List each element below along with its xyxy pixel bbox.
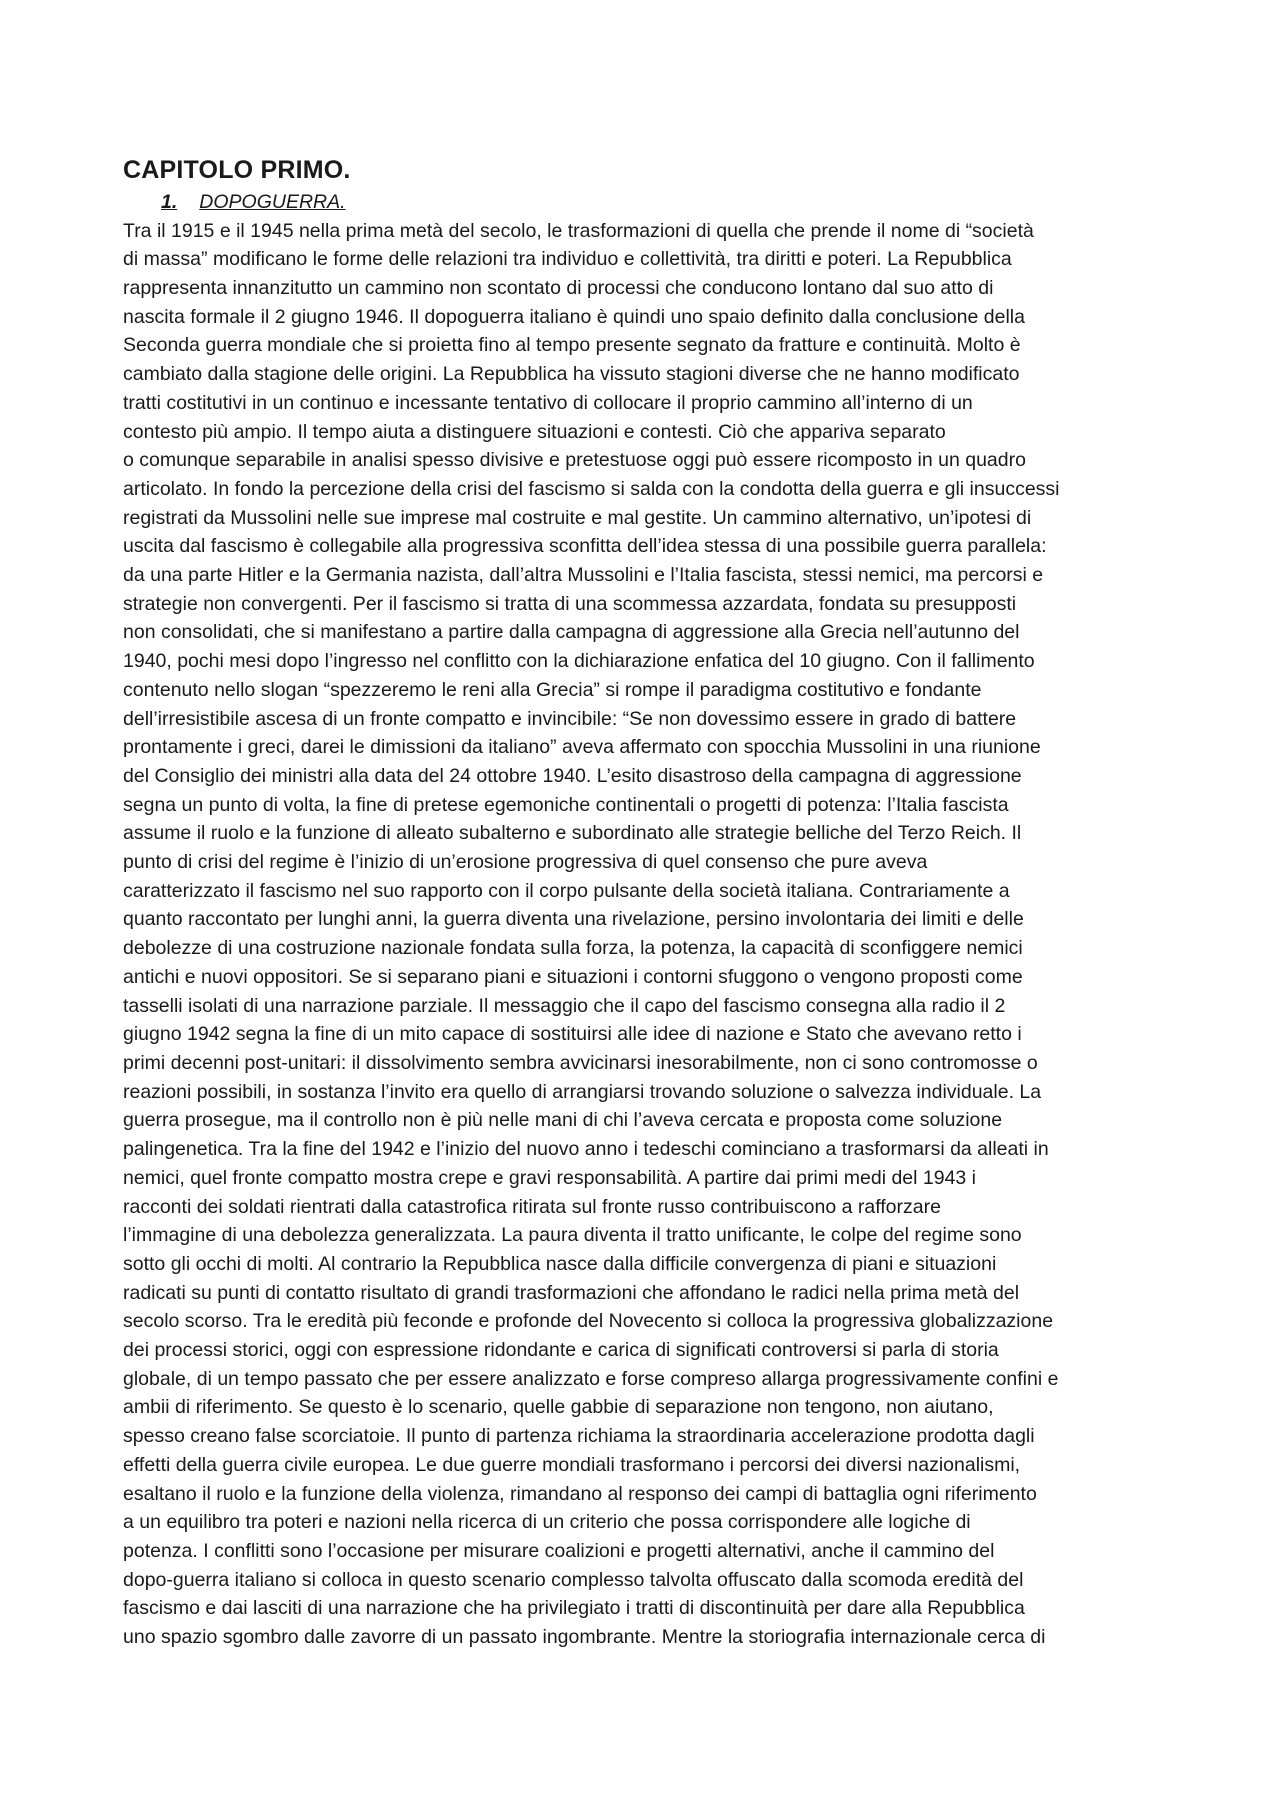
text-line: esaltano il ruolo e la funzione della violenza, rimandano al responso dei campi di battaglia ogni riferimento	[123, 1482, 1037, 1505]
chapter-title: CAPITOLO PRIMO.	[123, 156, 351, 184]
text-line: uno spazio sgombro dalle zavorre di un passato ingombrante. Mentre la storiografia internazionale cerca di	[123, 1626, 1046, 1649]
text-line: nascita formale il 2 giugno 1946. Il dopoguerra italiano è quindi uno spaio definito dalla conclusione della	[123, 305, 1025, 328]
text-line: racconti dei soldati rientrati dalla catastrofica ritirata sul fronte russo contribuiscono a rafforzare	[123, 1195, 941, 1218]
text-line: spesso creano false scorciatoie. Il punto di partenza richiama la straordinaria accelerazione prodotta dagli	[123, 1425, 1035, 1448]
text-line: registrati da Mussolini nelle sue imprese mal costruite e mal gestite. Un cammino alternativo, un’ipotesi di	[123, 506, 1032, 529]
text-line: effetti della guerra civile europea. Le due guerre mondiali trasformano i percorsi dei diversi nazionalismi,	[123, 1453, 1021, 1476]
text-line: sotto gli occhi di molti. Al contrario la Repubblica nasce dalla difficile convergenza di piani e situazioni	[123, 1252, 997, 1275]
body-text	[123, 217, 1163, 1652]
section-number: 1.	[161, 191, 178, 213]
text-line: del Consiglio dei ministri alla data del 24 ottobre 1940. L’esito disastroso della campagna di aggressione	[123, 764, 1022, 787]
text-line: caratterizzato il fascismo nel suo rapporto con il corpo pulsante della società italiana. Contrariamente a	[123, 879, 1010, 902]
text-line: segna un punto di volta, la fine di pretese egemoniche continentali o progetti di potenza: l’Italia fascista	[123, 793, 1009, 816]
text-line: uscita dal fascismo è collegabile alla progressiva sconfitta dell’idea stessa di una possibile guerra parallela:	[123, 535, 1047, 558]
text-line: rappresenta innanzitutto un cammino non scontato di processi che conducono lontano dal suo atto di	[123, 277, 994, 299]
text-line: giugno 1942 segna la fine di un mito capace di sostituirsi alle idee di nazione e Stato che avevano retto i	[123, 1023, 1022, 1046]
text-line: 1940, pochi mesi dopo l’ingresso nel conflitto con la dichiarazione enfatica del 10 giugno. Con il fallimento	[123, 650, 1035, 673]
text-line: o comunque separabile in analisi spesso divisive e pretestuose oggi può essere ricomposto in un quadro	[123, 449, 1026, 472]
text-line: strategie non convergenti. Per il fascismo si tratta di una scommessa azzardata, fondata su presupposti	[123, 592, 1017, 615]
text-line: debolezze di una costruzione nazionale fondata sulla forza, la potenza, la capacità di sconfiggere nemici	[123, 937, 1023, 960]
text-line: dopo-guerra italiano si colloca in questo scenario complesso talvolta offuscato dalla scomoda eredità del	[123, 1568, 1024, 1591]
text-line: da una parte Hitler e la Germania nazista, dall’altra Mussolini e l’Italia fascista, stessi nemici, ma percorsi e	[123, 564, 1044, 587]
section-title: DOPOGUERRA.	[199, 191, 346, 213]
text-line: guerra prosegue, ma il controllo non è più nelle mani di chi l’aveva cercata e proposta come soluzione	[123, 1109, 1003, 1132]
text-line: dei processi storici, oggi con espressione ridondante e carica di significati controversi si parla di storia	[123, 1339, 999, 1362]
text-line: non consolidati, che si manifestano a partire dalla campagna di aggressione alla Grecia nell’autunno del	[123, 621, 1020, 644]
text-line: secolo scorso. Tra le eredità più feconde e profonde del Novecento si colloca la progressiva globalizzazione	[123, 1310, 1054, 1333]
text-line: prontamente i greci, darei le dimissioni da italiano” aveva affermato con spocchia Mussolini in una riunione	[123, 736, 1041, 759]
text-line: l’immagine di una debolezza generalizzata. La paura diventa il tratto unificante, le colpe del regime sono	[123, 1224, 1022, 1247]
text-line: a un equilibro tra poteri e nazioni nella ricerca di un criterio che possa corrispondere alle logiche di	[123, 1511, 971, 1534]
text-line: quanto raccontato per lunghi anni, la guerra diventa una rivelazione, persino involontaria dei limiti e delle	[123, 908, 1024, 931]
text-line: Seconda guerra mondiale che si proietta fino al tempo presente segnato da fratture e continuità. Molto è	[123, 334, 1021, 357]
text-line: antichi e nuovi oppositori. Se si separano piani e situazioni i contorni sfuggono o vengono proposti come	[123, 965, 1023, 988]
text-line: tratti costitutivi in un continuo e incessante tentativo di collocare il proprio cammino all’interno di un	[123, 391, 973, 414]
text-line: assume il ruolo e la funzione di alleato subalterno e subordinato alle strategie belliche del Terzo Reich. Il	[123, 822, 1022, 845]
text-line: radicati su punti di contatto risultato di grandi trasformazioni che affondano le radici nella prima metà del	[123, 1281, 1020, 1304]
text-line: fascismo e dai lasciti di una narrazione che ha privilegiato i tratti di discontinuità per dare alla Repubblica	[123, 1597, 1025, 1620]
text-line: dell’irresistibile ascesa di un fronte compatto e invincibile: “Se non dovessimo essere in grado di battere	[123, 707, 1017, 730]
text-line: primi decenni post-unitari: il dissolvimento sembra avvicinarsi inesorabilmente, non ci sono contromosse o	[123, 1051, 1038, 1074]
text-line: articolato. In fondo la percezione della crisi del fascismo si salda con la condotta della guerra e gli insuccessi	[123, 477, 1060, 500]
document-page	[123, 152, 1163, 1652]
text-line: ambii di riferimento. Se questo è lo scenario, quelle gabbie di separazione non tengono, non aiutano,	[123, 1396, 994, 1419]
text-line: reazioni possibili, in sostanza l’invito era quello di arrangiarsi trovando soluzione o salvezza individuale. La	[123, 1080, 1042, 1103]
text-line: tasselli isolati di una narrazione parziale. Il messaggio che il capo del fascismo consegna alla radio il 2	[123, 994, 1006, 1017]
text-line: contenuto nello slogan “spezzeremo le reni alla Grecia” si rompe il paradigma costitutivo e fondante	[123, 678, 982, 701]
section-heading	[161, 188, 1163, 217]
text-line: contesto più ampio. Il tempo aiuta a distinguere situazioni e contesti. Ciò che appariva separato	[123, 420, 946, 443]
text-line: palingenetica. Tra la fine del 1942 e l’inizio del nuovo anno i tedeschi cominciano a trasformarsi da alleati in	[123, 1138, 1049, 1161]
text-line: potenza. I conflitti sono l’occasione per misurare coalizioni e progetti alternativi, anche il cammino del	[123, 1539, 995, 1562]
text-line: nemici, quel fronte compatto mostra crepe e gravi responsabilità. A partire dai primi medi del 1943 i	[123, 1166, 977, 1189]
text-line: cambiato dalla stagione delle origini. La Repubblica ha vissuto stagioni diverse che ne hanno modificato	[123, 363, 1020, 386]
text-line: di massa” modificano le forme delle relazioni tra individuo e collettività, tra diritti e poteri. La Repubblica	[123, 248, 1012, 271]
text-line: Tra il 1915 e il 1945 nella prima metà del secolo, le trasformazioni di quella che prende il nome di “società	[123, 219, 1034, 242]
text-line: globale, di un tempo passato che per essere analizzato e forse compreso allarga progressivamente confini e	[123, 1367, 1059, 1390]
text-line: punto di crisi del regime è l’inizio di un’erosione progressiva di quel consenso che pure aveva	[123, 851, 928, 874]
